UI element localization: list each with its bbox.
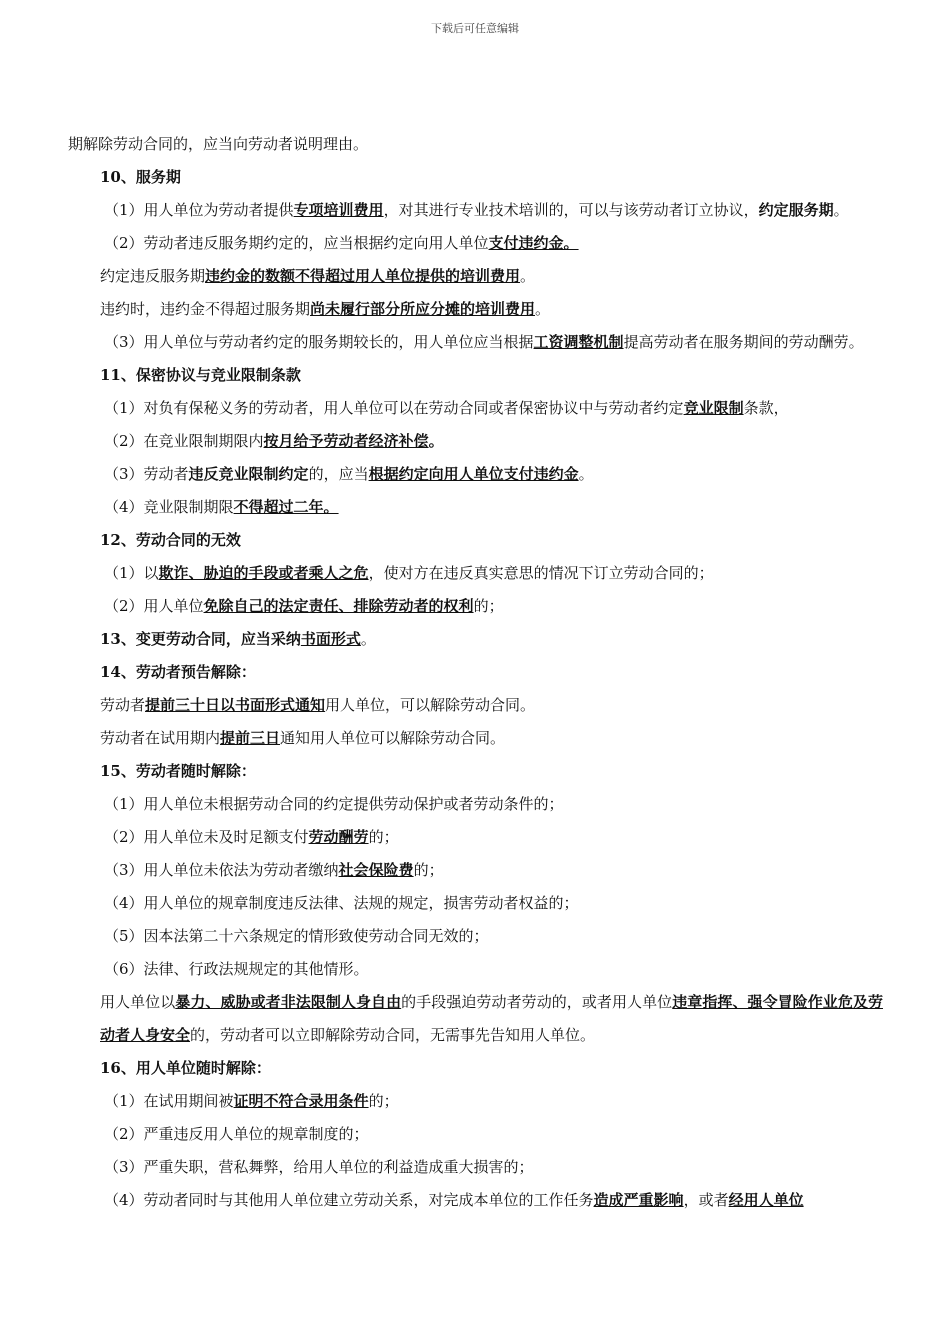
text-run: 。 xyxy=(428,432,444,450)
paragraph-line xyxy=(68,524,883,557)
paragraph-line xyxy=(68,1118,883,1151)
text-run: ，或者 xyxy=(683,1191,729,1209)
text-run: 劳动者 xyxy=(100,696,146,714)
underlined-key-term: 支付违约金。 xyxy=(488,234,579,252)
underlined-key-term: 劳动酬劳 xyxy=(308,828,369,846)
text-run: 的； xyxy=(368,828,399,846)
underlined-key-term: 按月给予劳动者经济补偿 xyxy=(263,432,429,450)
text-run: （2）严重违反用人单位的规章制度的； xyxy=(104,1125,369,1143)
text-run: （3）用人单位未依法为劳动者缴纳 xyxy=(104,861,339,879)
text-run: 。 xyxy=(520,267,536,285)
text-run: ，对其进行专业技术培训的，可以与该劳动者订立协议， xyxy=(383,201,759,219)
underlined-key-term: 违约金的数额不得超过用人单位提供的培训费用 xyxy=(205,267,521,285)
section-heading: 15、劳动者随时解除： xyxy=(100,762,256,780)
underlined-key-term: 提前三日 xyxy=(220,729,281,747)
underlined-key-term: 证明不符合录用条件 xyxy=(233,1092,369,1110)
text-run: （2）劳动者违反服务期约定的，应当根据约定向用人单位 xyxy=(104,234,489,252)
paragraph-line xyxy=(68,194,883,227)
underlined-key-term: 暴力、威胁或者非法限制人身自由 xyxy=(175,993,402,1011)
text-run: 。 xyxy=(535,300,551,318)
text-run: （3）用人单位与劳动者约定的服务期较长的，用人单位应当根据 xyxy=(104,333,534,351)
text-run: 的； xyxy=(368,1092,399,1110)
underlined-key-term: 经用人单位 xyxy=(728,1191,804,1209)
text-run: （1）以 xyxy=(104,564,159,582)
underlined-key-term: 尚未履行部分所应分摊的培训费用 xyxy=(310,300,536,318)
text-run: 约定违反服务期 xyxy=(100,267,206,285)
paragraph-line xyxy=(68,227,883,260)
text-run: 的，应当 xyxy=(308,465,369,483)
text-run: （1）用人单位未根据劳动合同的约定提供劳动保护或者劳动条件的； xyxy=(104,795,564,813)
paragraph-line xyxy=(68,293,883,326)
paragraph-line xyxy=(68,788,883,821)
text-run: 劳动者在试用期内 xyxy=(100,729,221,747)
text-run: 条款， xyxy=(743,399,789,417)
underlined-key-term: 违章指挥、强令冒险作业危及劳动者人身安全 xyxy=(100,993,883,1044)
paragraph-line xyxy=(68,425,883,458)
text-run: （1）在试用期间被 xyxy=(104,1092,234,1110)
paragraph-line xyxy=(68,887,883,920)
text-run: （1）用人单位为劳动者提供 xyxy=(104,201,294,219)
text-run: 。 xyxy=(578,465,594,483)
underlined-key-term: 专项培训费用 xyxy=(293,201,384,219)
underlined-key-term: 欺诈、胁迫的手段或者乘人之危 xyxy=(158,564,369,582)
paragraph-line xyxy=(68,128,883,161)
section-heading: 12、劳动合同的无效 xyxy=(100,531,241,549)
underlined-key-term: 社会保险费 xyxy=(338,861,414,879)
section-heading: 11、保密协议与竞业限制条款 xyxy=(100,366,301,384)
paragraph-line xyxy=(68,260,883,293)
text-run: 违反竞业限制约定 xyxy=(188,465,309,483)
text-run: （3）严重失职，营私舞弊，给用人单位的利益造成重大损害的； xyxy=(104,1158,534,1176)
text-run: 。 xyxy=(833,201,849,219)
paragraph-line xyxy=(68,1151,883,1184)
text-run: 期解除劳动合同的，应当向劳动者说明理由。 xyxy=(68,135,369,153)
document-body xyxy=(68,128,883,1217)
text-run: ，使对方在违反真实意思的情况下订立劳动合同的； xyxy=(368,564,714,582)
paragraph-line xyxy=(68,491,883,524)
underlined-key-term: 工资调整机制 xyxy=(533,333,624,351)
underlined-key-term: 书面形式 xyxy=(300,630,361,648)
text-run: （1）对负有保秘义务的劳动者，用人单位可以在劳动合同或者保密协议中与劳动者约定 xyxy=(104,399,684,417)
text-run: （5）因本法第二十六条规定的情形致使劳动合同无效的； xyxy=(104,927,489,945)
paragraph-line xyxy=(68,854,883,887)
text-run: 违约时，违约金不得超过服务期 xyxy=(100,300,311,318)
section-heading: 13、变更劳动合同，应当采纳 xyxy=(100,630,301,648)
paragraph-line xyxy=(68,722,883,755)
underlined-key-term: 竞业限制 xyxy=(683,399,744,417)
paragraph-line xyxy=(68,590,883,623)
underlined-key-term: 提前三十日以书面形式通知 xyxy=(145,696,326,714)
paragraph-line xyxy=(68,689,883,722)
text-run: 约定服务期 xyxy=(758,201,834,219)
paragraph-line xyxy=(68,1052,883,1085)
paragraph-line xyxy=(68,986,883,1052)
text-run: 的； xyxy=(473,597,504,615)
text-run: （2）用人单位 xyxy=(104,597,204,615)
paragraph-line xyxy=(68,161,883,194)
underlined-key-term: 造成严重影响 xyxy=(593,1191,684,1209)
text-run: 通知用人单位可以解除劳动合同。 xyxy=(280,729,506,747)
text-run: 用人单位以 xyxy=(100,993,176,1011)
text-run: 的手段强迫劳动者劳动的，或者用人单位 xyxy=(401,993,673,1011)
underlined-key-term: 不得超过二年。 xyxy=(233,498,339,516)
section-heading: 14、劳动者预告解除： xyxy=(100,663,256,681)
paragraph-line xyxy=(68,1085,883,1118)
paragraph-line xyxy=(68,326,883,359)
paragraph-line xyxy=(68,458,883,491)
paragraph-line xyxy=(68,1184,883,1217)
paragraph-line xyxy=(68,557,883,590)
text-run: （4）竞业限制期限 xyxy=(104,498,234,516)
underlined-key-term: 根据约定向用人单位支付违约金 xyxy=(368,465,579,483)
paragraph-line xyxy=(68,623,883,656)
text-run: （4）用人单位的规章制度违反法律、法规的规定，损害劳动者权益的； xyxy=(104,894,579,912)
paragraph-line xyxy=(68,953,883,986)
text-run: （2）在竞业限制期限内 xyxy=(104,432,264,450)
section-heading: 10、服务期 xyxy=(100,168,181,186)
paragraph-line xyxy=(68,359,883,392)
paragraph-line xyxy=(68,392,883,425)
text-run: （6）法律、行政法规规定的其他情形。 xyxy=(104,960,369,978)
text-run: 用人单位，可以解除劳动合同。 xyxy=(325,696,536,714)
text-run: 的，劳动者可以立即解除劳动合同，无需事先告知用人单位。 xyxy=(190,1026,596,1044)
text-run: 。 xyxy=(360,630,376,648)
paragraph-line xyxy=(68,821,883,854)
paragraph-line xyxy=(68,755,883,788)
section-heading: 16、用人单位随时解除： xyxy=(100,1059,271,1077)
underlined-key-term: 免除自己的法定责任、排除劳动者的权利 xyxy=(203,597,474,615)
text-run: 的； xyxy=(413,861,444,879)
paragraph-line xyxy=(68,920,883,953)
text-run: 提高劳动者在服务期间的劳动酬劳。 xyxy=(623,333,864,351)
paragraph-line xyxy=(68,656,883,689)
text-run: （2）用人单位未及时足额支付 xyxy=(104,828,309,846)
text-run: （3）劳动者 xyxy=(104,465,189,483)
page-header: 下载后可任意编辑 xyxy=(431,22,519,35)
text-run: （4）劳动者同时与其他用人单位建立劳动关系，对完成本单位的工作任务 xyxy=(104,1191,594,1209)
